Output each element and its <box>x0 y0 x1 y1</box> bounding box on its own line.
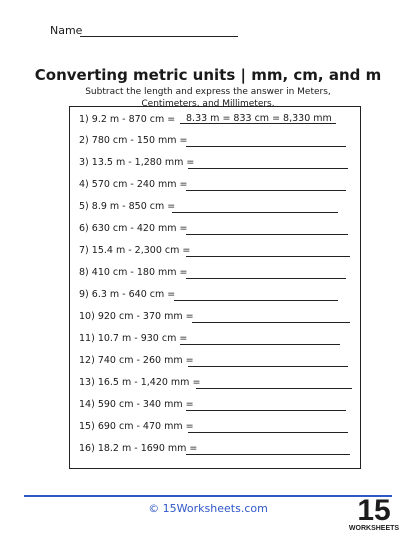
question-13: 13) 16.5 m - 1,420 mm = <box>79 377 201 388</box>
worksheet-title: Converting metric units | mm, cm, and m <box>34 66 382 84</box>
answer-line-2[interactable] <box>186 146 346 147</box>
footer-rule <box>24 495 392 497</box>
logo-wordmark: WORKSHEETS <box>348 525 400 532</box>
answer-line-16[interactable] <box>186 454 350 455</box>
question-16: 16) 18.2 m - 1690 mm = <box>79 443 198 454</box>
question-1: 1) 9.2 m - 870 cm = <box>79 114 176 125</box>
question-6: 6) 630 cm - 420 mm = <box>79 223 188 234</box>
question-2: 2) 780 cm - 150 mm = <box>79 135 188 146</box>
question-4: 4) 570 cm - 240 mm = <box>79 179 188 190</box>
answer-line-4[interactable] <box>186 190 346 191</box>
answer-line-15[interactable] <box>188 432 348 433</box>
answer-line-9[interactable] <box>174 300 338 301</box>
question-14: 14) 590 cm - 340 mm = <box>79 399 194 410</box>
answer-line-5[interactable] <box>172 212 338 213</box>
question-5: 5) 8.9 m - 850 cm = <box>79 201 176 212</box>
question-3: 3) 13.5 m - 1,280 mm = <box>79 157 195 168</box>
logo-number: 15 <box>357 494 391 527</box>
question-10: 10) 920 cm - 370 mm = <box>79 311 194 322</box>
answer-line-10[interactable] <box>192 322 350 323</box>
question-15: 15) 690 cm - 470 mm = <box>79 421 194 432</box>
answer-line-14[interactable] <box>186 410 346 411</box>
example-answer: 8.33 m = 833 cm = 8,330 mm <box>186 113 332 124</box>
instructions-line-2: Centimeters, and Millimeters. <box>141 99 275 109</box>
worksheets-logo <box>348 493 400 533</box>
name-field-line[interactable] <box>80 36 238 37</box>
question-12: 12) 740 cm - 260 mm = <box>79 355 194 366</box>
answer-line-8[interactable] <box>186 278 346 279</box>
question-9: 9) 6.3 m - 640 cm = <box>79 289 176 300</box>
question-8: 8) 410 cm - 180 mm = <box>79 267 188 278</box>
answer-line-7[interactable] <box>186 256 350 257</box>
answer-line-11[interactable] <box>180 344 340 345</box>
copyright-link[interactable]: © 15Worksheets.com <box>148 502 268 515</box>
question-7: 7) 15.4 m - 2,300 cm = <box>79 245 191 256</box>
answer-line-3[interactable] <box>188 168 348 169</box>
name-label: Name <box>50 24 83 37</box>
answer-line-12[interactable] <box>188 366 348 367</box>
instructions-line-1: Subtract the length and express the answer in Meters, <box>85 87 331 97</box>
answer-line-6[interactable] <box>186 234 348 235</box>
question-11: 11) 10.7 m - 930 cm = <box>79 333 188 344</box>
answer-line-13[interactable] <box>196 388 352 389</box>
